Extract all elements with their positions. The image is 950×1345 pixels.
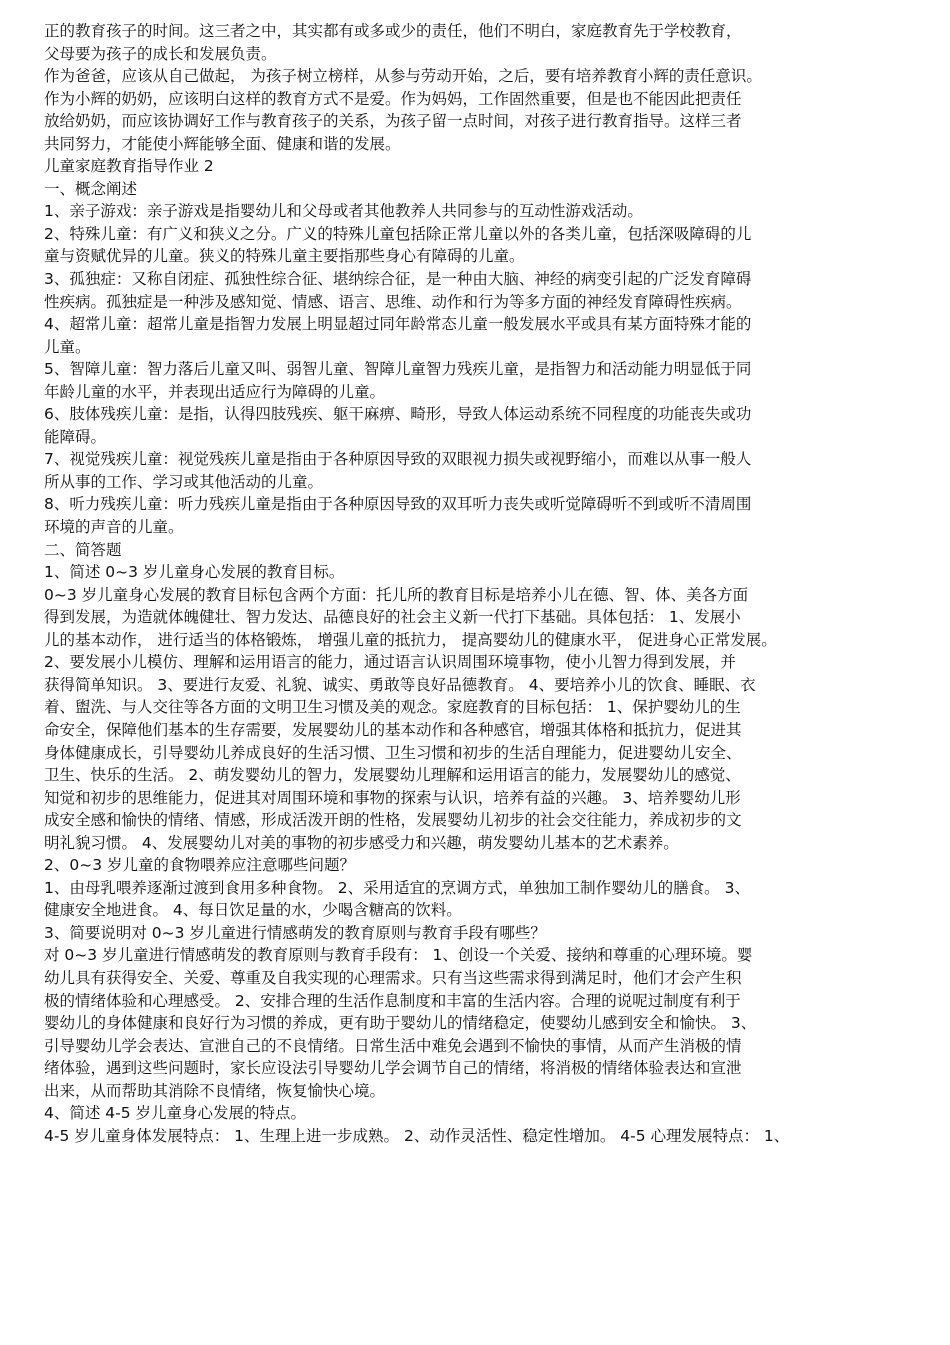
text-line: 能障碍。 xyxy=(44,427,107,446)
text-line: 引导婴幼儿学会表达、宣泄自己的不良情绪。日常生活中难免会遇到不愉快的事情，从而产生消极的情 xyxy=(44,1036,742,1055)
text-line: 2、0~3 岁儿童的食物喂养应注意哪些问题？ xyxy=(44,856,356,875)
text-line: 3、简要说明对 0~3 岁儿童进行情感萌发的教育原则与教育手段有哪些？ xyxy=(44,923,546,942)
text-line: 绪体验，遇到这些问题时，家长应设法引导婴幼儿学会调节自己的情绪，将消极的情绪体验表达和宣泄 xyxy=(44,1059,742,1078)
text-line: 环境的声音的儿童。 xyxy=(44,518,184,537)
section-heading: 二、简答题 xyxy=(44,540,122,559)
text-line: 儿的基本动作， 进行适当的体格锻炼， 增强儿童的抵抗力， 提高婴幼儿的健康水平， 促进身心正常发展。 xyxy=(44,630,777,649)
text-line: 正的教育孩子的时间。这三者之中，其实都有或多或少的责任，他们不明白，家庭教育先于学校教育， xyxy=(44,22,742,40)
text-line: 极的情绪体验和心理感受。 2、安排合理的生活作息制度和丰富的生活内容。合理的说呢过制度有利于 xyxy=(44,991,741,1010)
text-line: 共同努力，才能使小辉能够全面、健康和谐的发展。 xyxy=(44,134,401,153)
text-line: 健康安全地进食。 4、每日饮足量的水，少喝含糖高的饮料。 xyxy=(44,901,462,920)
text-line: 2、特殊儿童：有广义和狭义之分。广义的特殊儿童包括除正常儿童以外的各类儿童，包括深吸障碍的儿 xyxy=(44,224,752,243)
question-line: 1、简述 0~3 岁儿童身心发展的教育目标。 xyxy=(44,563,345,582)
text-line: 得到发展，为造就体魄健壮、智力发达、品德良好的社会主义新一代打下基础。具体包括： 1、发展小 xyxy=(44,608,741,627)
text-line: 2、要发展小儿模仿、理解和运用语言的能力，通过语言认识周围环境事物，使小儿智力得到发展，并 xyxy=(44,653,736,672)
text-line: 儿童。 xyxy=(44,337,91,356)
text-line: 着、盥洗、与人交往等各方面的文明卫生习惯及美的观念。家庭教育的目标包括： 1、保护婴幼儿的生 xyxy=(44,698,741,717)
section-heading: 儿童家庭教育指导作业 2 xyxy=(44,157,214,176)
text-line: 婴幼儿的身体健康和良好行为习惯的养成，更有助于婴幼儿的情绪稳定，使婴幼儿感到安全和愉快。 3、 xyxy=(44,1014,757,1033)
text-line: 5、智障儿童：智力落后儿童又叫、弱智儿童、智障儿童智力残疾儿童，是指智力和活动能力明显低于同 xyxy=(44,360,752,379)
text-line: 作为爸爸，应该从自己做起， 为孩子树立榜样，从参与劳动开始，之后，要有培养教育小辉的责任意识。 xyxy=(44,67,762,86)
question-line: 对 0~3 岁儿童进行情感萌发的教育原则与教育手段有： 1、创设一个关爱、接纳和尊重的心理环境。婴 xyxy=(44,946,753,965)
text-line: 4、超常儿童：超常儿童是指智力发展上明显超过同年龄常态儿童一般发展水平或具有某方面特殊才能的 xyxy=(44,315,752,334)
text-line: 1、亲子游戏：亲子游戏是指婴幼儿和父母或者其他教养人共同参与的互动性游戏活动。 xyxy=(44,202,643,221)
text-line: 3、孤独症：又称自闭症、孤独性综合征、堪纳综合征，是一种由大脑、神经的病变引起的广泛发育障碍 xyxy=(44,270,752,289)
text-line: 明礼貌习惯。 4、发展婴幼儿对美的事物的初步感受力和兴趣，萌发婴幼儿基本的艺术素养。 xyxy=(44,833,679,852)
text-line: 父母要为孩子的成长和发展负责。 xyxy=(44,44,277,63)
text-line: 作为小辉的奶奶，应该明白这样的教育方式不是爱。作为妈妈，工作固然重要，但是也不能因此把责任 xyxy=(44,89,742,108)
text-line: 放给奶奶，而应该协调好工作与教育孩子的关系，为孩子留一点时间，对孩子进行教育指导。这样三者 xyxy=(44,112,742,131)
text-line: 所从事的工作、学习或其他活动的儿童。 xyxy=(44,472,324,491)
text-line: 获得简单知识。 3、要进行友爱、礼貌、诚实、勇敢等良好品德教育。 4、要培养小儿的饮食、睡眠、衣 xyxy=(44,675,756,694)
text-line: 身体健康成长，引导婴幼儿养成良好的生活习惯、卫生习惯和初步的生活自理能力，促进婴幼儿安全、 xyxy=(44,743,742,762)
question-line: 4-5 岁儿童身体发展特点： 1、生理上进一步成熟。 2、动作灵活性、稳定性增加。 4-5 心理发展特点： 1、 xyxy=(44,1126,790,1145)
text-line: 幼儿具有获得安全、关爱、尊重及自我实现的心理需求。只有当这些需求得到满足时，他们才会产生积 xyxy=(44,968,742,987)
text-line: 性疾病。孤独症是一种涉及感知觉、情感、语言、思维、动作和行为等多方面的神经发育障碍性疾病。 xyxy=(44,292,742,311)
text-line: 知觉和初步的思维能力，促进其对周围环境和事物的探索与认识，培养有益的兴趣。 3、培养婴幼儿形 xyxy=(44,788,741,807)
section-heading: 一、概念阐述 xyxy=(44,179,138,198)
text-line: 0~3 岁儿童身心发展的教育目标包含两个方面：托儿所的教育目标是培养小儿在德、智、体、美各方面 xyxy=(44,585,749,604)
question-line: 1、由母乳喂养逐渐过渡到食用多种食物。 2、采用适宜的烹调方式，单独加工制作婴幼儿的膳食。 3、 xyxy=(44,878,750,897)
text-line: 童与资赋优异的儿童。狭义的特殊儿童主要指那些身心有障碍的儿童。 xyxy=(44,247,525,266)
text-line: 出来，从而帮助其消除不良情绪，恢复愉快心境。 xyxy=(44,1081,386,1100)
text-line: 年龄儿童的水平，并表现出适应行为障碍的儿童。 xyxy=(44,382,386,401)
text-line: 6、肢体残疾儿童：是指，认得四肢残疾、躯干麻痹、畸形，导致人体运动系统不同程度的功能丧失或功 xyxy=(44,405,752,424)
text-line: 命安全，保障他们基本的生存需要，发展婴幼儿的基本动作和各种感官，增强其体格和抵抗力，促进其 xyxy=(44,720,742,739)
text-line: 4、简述 4-5 岁儿童身心发展的特点。 xyxy=(44,1104,307,1123)
document-page xyxy=(44,20,914,1170)
text-line: 成安全感和愉快的情绪、情感，形成活泼开朗的性格，发展婴幼儿初步的社会交往能力，养成初步的文 xyxy=(44,811,742,830)
text-line: 7、视觉残疾儿童：视觉残疾儿童是指由于各种原因导致的双眼视力损失或视野缩小，而难以从事一般人 xyxy=(44,450,752,469)
text-line xyxy=(44,1147,914,1170)
text-line: 卫生、快乐的生活。 2、萌发婴幼儿的智力，发展婴幼儿理解和运用语言的能力，发展婴幼儿的感觉、 xyxy=(44,766,741,785)
text-line: 8、听力残疾儿童：听力残疾儿童是指由于各种原因导致的双耳听力丧失或听觉障碍听不到或听不清周围 xyxy=(44,495,752,514)
